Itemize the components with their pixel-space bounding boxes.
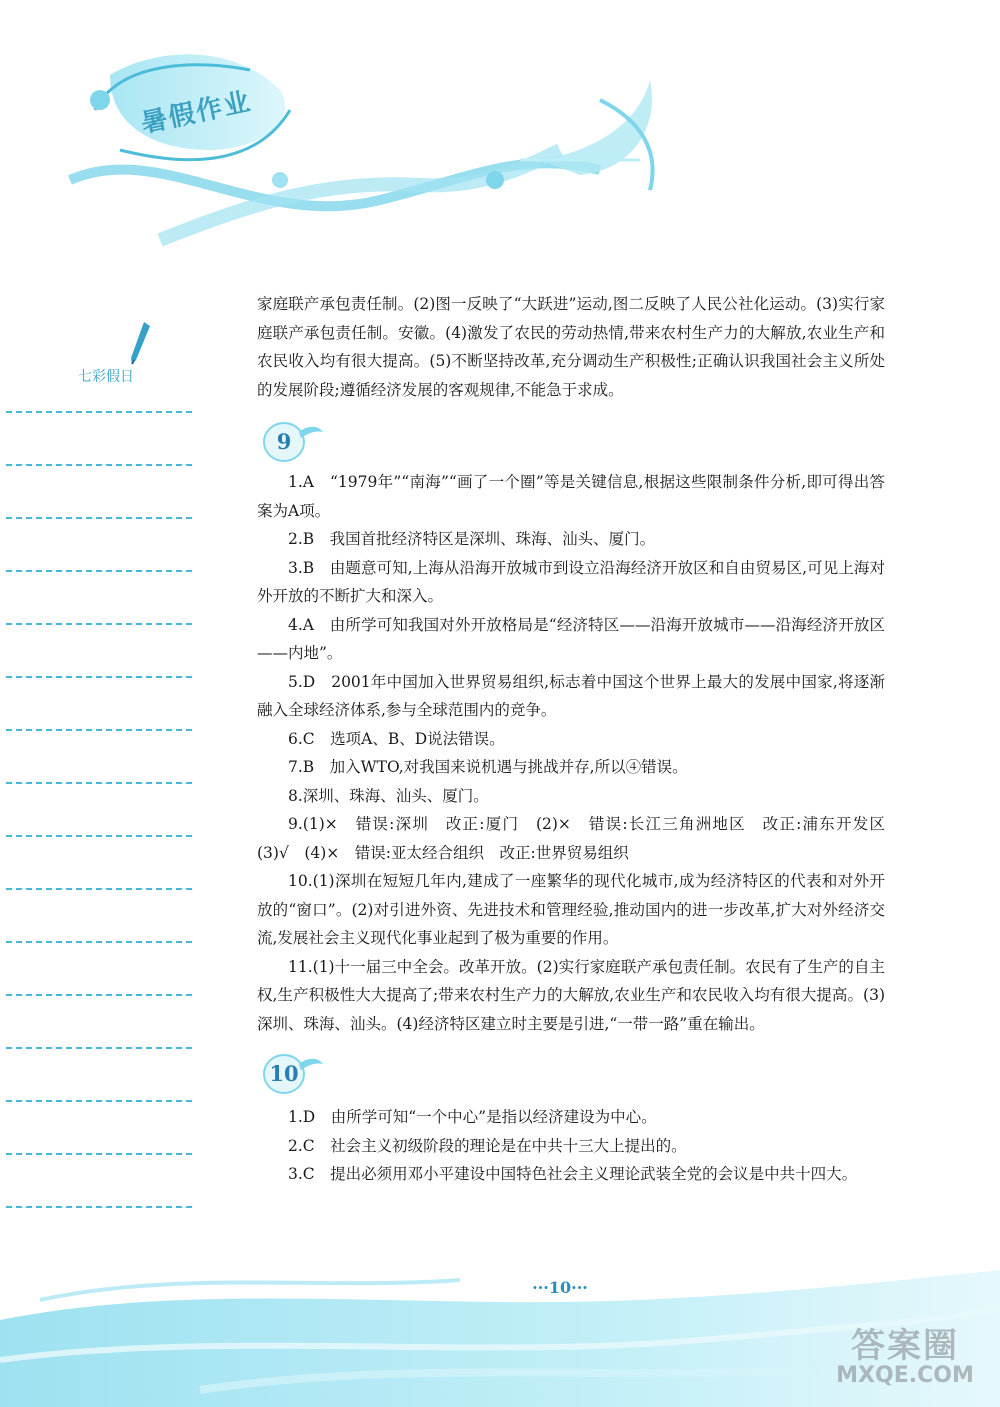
answer-item: 7.B 加入WTO,对我国来说机遇与挑战并存,所以④错误。: [288, 758, 688, 776]
answer-item: 5.D 2001年中国加入世界贸易组织,标志着中国这个世界上最大的发展中国家,将逐渐融入全球经济体系,参与全球范围内的竞争。: [257, 672, 885, 719]
dash-line: [6, 464, 192, 466]
dash-line: [6, 676, 192, 678]
answer-item: 10.(1)深圳在短短几年内,建成了一座繁华的现代化城市,成为经济特区的代表和对外开放的“窗口”。(2)对引进外资、先进技术和管理经验,推动国内的进一步改革,扩大对外经济交流,发展社会主义现代化事业起到了极为重要的作用。: [257, 872, 885, 947]
page-number: ···10···: [532, 1278, 588, 1297]
dash-line: [6, 941, 192, 943]
dash-line: [6, 517, 192, 519]
watermark-url: MXQE.COM: [836, 1363, 974, 1388]
answer-item: 3.C 提出必须用邓小平建设中国特色社会主义理论武装全党的会议是中共十四大。: [288, 1165, 858, 1183]
section-10-number: 10: [269, 1061, 299, 1086]
answer-item: 11.(1)十一届三中全会。改革开放。(2)实行家庭联产承包责任制。农民有了生产的自主权,生产积极性大大提高了;带来农村生产力的大解放,农业生产和农民收入均有很大提高。(3)深圳、珠海、汕头。(4)经济特区建立时主要是引进,“一带一路”重在输出。: [257, 957, 885, 1033]
answer-item: 2.C 社会主义初级阶段的理论是在中共十三大上提出的。: [288, 1136, 687, 1155]
answer-item: 6.C 选项A、B、D说法错误。: [288, 729, 505, 748]
dash-line: [6, 729, 192, 731]
dash-line: [6, 1206, 192, 1208]
section-9-number: 9: [276, 429, 292, 454]
dash-line: [6, 994, 192, 996]
dash-line: [6, 1153, 192, 1155]
answer-item: 1.A “1979年”“南海”“画了一个圈”等是关键信息,根据这些限制条件分析,即可得出答案为A项。: [257, 473, 885, 520]
answer-item: 4.A 由所学可知我国对外开放格局是“经济特区——沿海开放城市——沿海经济开放区——内地”。: [257, 615, 885, 662]
answer-item: 8.深圳、珠海、汕头、厦门。: [288, 786, 489, 805]
dash-line: [6, 570, 192, 572]
dash-line: [6, 411, 192, 413]
section-10-badge: [257, 1050, 327, 1098]
intro-paragraph: 家庭联产承包责任制。(2)图一反映了“大跃进”运动,图二反映了人民公社化运动。(3)实行家庭联产承包责任制。安徽。(4)激发了农民的劳动热情,带来农村生产力的大解放,农业生产和农民收入均有很大提高。(5)不断坚持改革,充分调动生产积极性;正确认识我国社会主义所处的发展阶段;遵循经济发展的客观规律,不能急于求成。: [257, 295, 885, 399]
watermark: [820, 1318, 990, 1388]
section-9-content: [257, 468, 901, 1038]
dash-line: [6, 888, 192, 890]
pen-icon: [128, 320, 152, 366]
answer-item: 2.B 我国首批经济特区是深圳、珠海、汕头、厦门。: [288, 530, 656, 548]
answer-item: 9.(1)× 错误:深圳 改正:厦门 (2)× 错误:长江三角洲地区 改正:浦东开发区 (3)√ (4)× 错误:亚太经合组织 改正:世界贸易组织: [257, 815, 901, 862]
dash-line: [6, 782, 192, 784]
dash-line: [6, 1100, 192, 1102]
dash-line: [6, 623, 192, 625]
intro-block: [257, 290, 885, 404]
dash-line: [6, 835, 192, 837]
watermark-logo-text: 答案圈: [851, 1326, 959, 1366]
answer-item: 1.D 由所学可知“一个中心”是指以经济建设为中心。: [288, 1108, 657, 1126]
dash-line: [6, 1047, 192, 1049]
answer-item: 3.B 由题意可知,上海从沿海开放城市到设立沿海经济开放区和自由贸易区,可见上海对外开放的不断扩大和深入。: [257, 558, 885, 605]
sidebar-label: 七彩假日: [78, 369, 134, 385]
section-9-badge: [257, 418, 327, 466]
header-title: 暑假作业: [138, 86, 255, 140]
section-10-content: [257, 1103, 885, 1189]
